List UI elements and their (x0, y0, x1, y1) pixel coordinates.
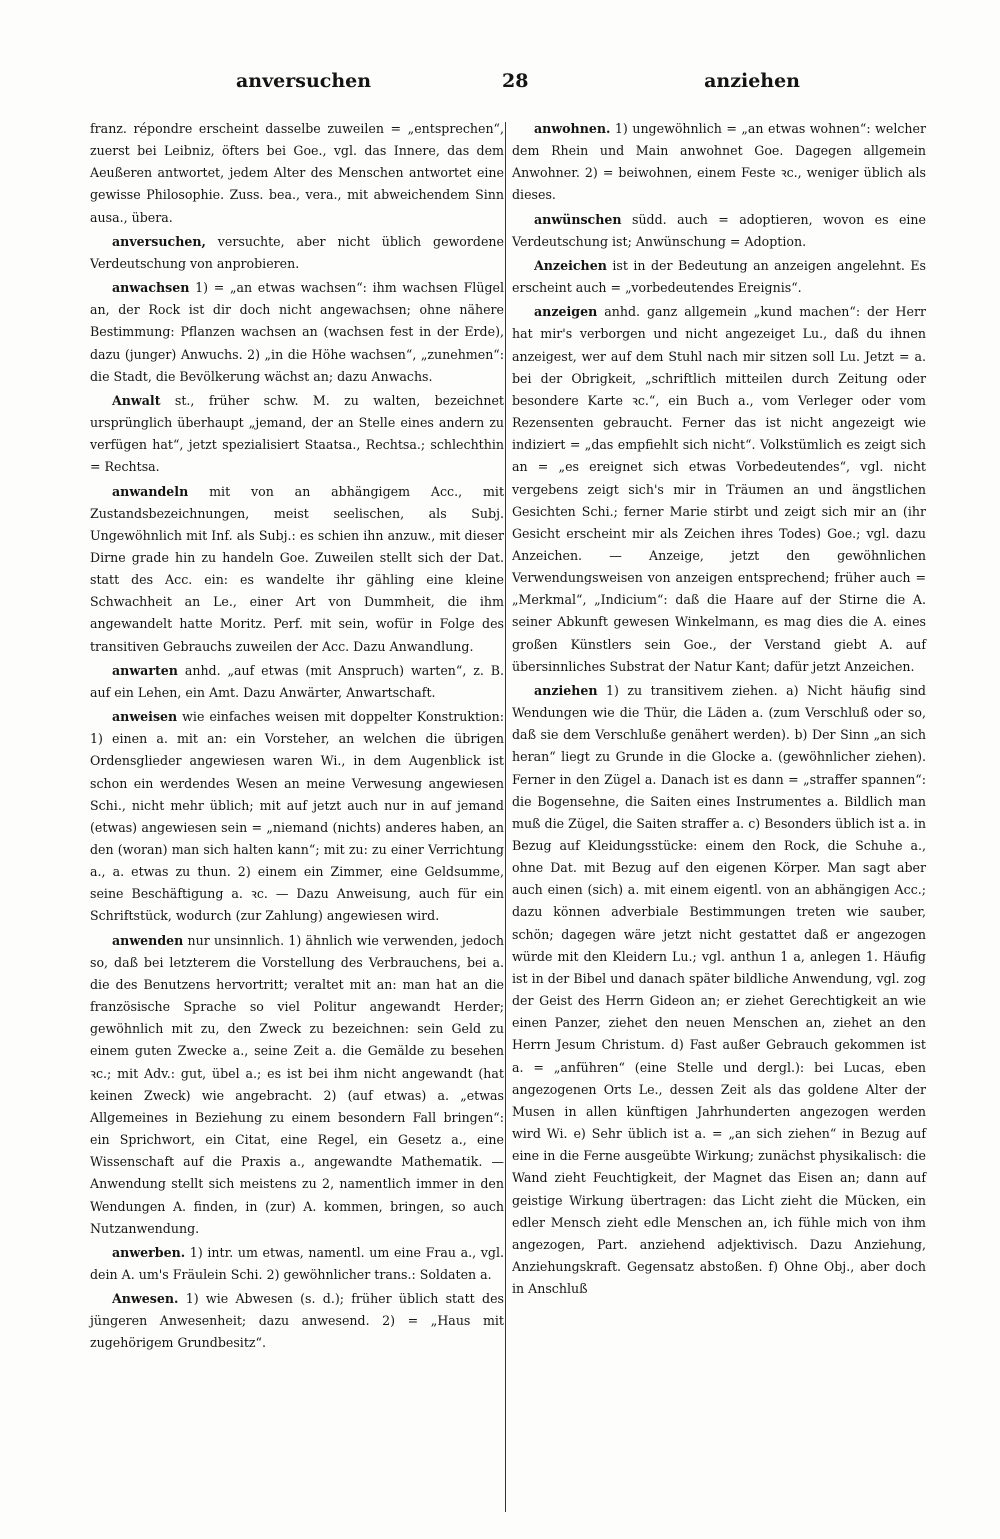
dictionary-entry (90, 660, 504, 704)
dictionary-entry (90, 1288, 504, 1354)
entry-text: 1) = „an etwas wachsen“: ihm wachsen Flügel an, der Rock ist dir doch nicht angewachsen; ohne nähere Bestimmung: Pflanzen wachsen an (wachsen fest in der Erde), dazu (junger) Anwuchs. 2) „in die Höhe wachsen“, „zunehmen“: die Stadt, die Bevölkerung wächst an; dazu Anwachs. (90, 280, 504, 384)
entry-headword: anwenden (112, 932, 184, 948)
entry-headword: anwerben. (112, 1244, 186, 1260)
dictionary-entry (512, 301, 926, 678)
dictionary-entry (90, 706, 504, 928)
entry-text: 1) wie Abwesen (s. d.); früher üblich statt des jüngeren Anwesenheit; dazu anwesend. 2) = „Haus mit zugehörigem Grundbesitz“. (90, 1291, 504, 1351)
entry-text: nur unsinnlich. 1) ähnlich wie verwenden, jedoch so, daß bei letzterem die Vorstellung des Verbrauchens, bei a. die des Benutzens hervortritt; veraltet mit an: man hat an die französische Sprache so viel Politur angewandt Herder; gewöhnlich mit zu, den Zweck zu bezeichnen: sein Geld zu einem guten Zwecke a., seine Zeit a. die Gemälde zu besehen ꝛc.; mit Adv.: gut, übel a.; es ist bei ihm nicht angewandt (hat keinen Zweck) wie angebracht. 2) (auf etwas) a. „etwas Allgemeines in Beziehung zu einem besondern Fall bringen“: ein Sprichwort, ein Citat, eine Regel, ein Gesetz a., eine Wissenschaft auf die Praxis a., angewandte Mathematik. — Anwendung stellt sich meistens zu 2, namentlich immer in den Wendungen A. finden, in (zur) A. kommen, bringen, so auch Nutzanwendung. (90, 932, 504, 1236)
entry-headword: anweisen (112, 709, 178, 725)
entry-headword: anziehen (534, 682, 598, 698)
entry-text: versuchte, aber nicht üblich gewordene Verdeutschung von anprobieren. (90, 233, 504, 271)
dictionary-entry (90, 118, 504, 229)
right-column (512, 118, 926, 1302)
entry-text: ist in der Bedeutung an anzeigen angelehnt. Es erscheint auch = „vorbedeutendes Ereignis“. (512, 257, 926, 296)
entry-text: anhd. ganz allgemein „kund machen“: der Herr hat mir's verborgen und nicht angezeiget Lu., daß du ihnen anzeigest, wer auf dem Stuhl nach mir sitzen soll Lu. Jetzt = a. bei der Obrigkeit, „schriftlich mitteilen durch Zeitung oder besondere Karte ꝛc.“, ein Buch a., vom Verleger oder vom Rezensenten gebraucht. Ferner das ist nicht angezeigt wie indiziert = „das empfiehlt sich nicht“. Volkstümlich es zeigt sich an = „es ereignet sich etwas Vorbedeutendes“, vgl. nicht vergebens zeigt sich's mir in Träumen an und ängstlichen Gesichten Schi.; ferner Marie stirbt und zeigt sich mir an (ihr Gesicht erscheint mir als Zeichen ihres Todes) Goe.; vgl. dazu Anzeichen. — Anzeige, jetzt den gewöhnlichen Verwendungsweisen von anzeigen entsprechend; früher auch = „Merkmal“, „Indicium“: daß die Haare auf der Stirne die A. seiner Abkunft gewesen Winkelmann, es mag dies die A. eines großen Künstlers sein Goe., der Verstand giebt A. auf übersinnliches Substrat der Natur Kant; dafür jetzt Anzeichen. (512, 304, 926, 674)
dictionary-entry (90, 231, 504, 275)
entry-text: 1) intr. um etwas, namentl. um eine Frau a., vgl. dein A. um's Fräulein Schi. 2) gewöhnlicher trans.: Soldaten a. (90, 1244, 504, 1282)
entry-headword: anzeigen (534, 304, 598, 320)
dictionary-entry (90, 930, 504, 1240)
entry-text: st., früher schw. M. zu walten, bezeichnet ursprünglich überhaupt „jemand, der an Stelle eines andern zu verfügen hat“, jetzt spezialisiert Staatsa., Rechtsa.; schlechthin = Rechtsa. (90, 392, 504, 475)
entry-headword: Anzeichen (534, 257, 607, 273)
entry-text: wie einfaches weisen mit doppelter Konstruktion: 1) einen a. mit an: ein Vorsteher, an welchen die übrigen Ordensglieder angewiesen waren Wi., in dem Augenblick ist schon ein werdendes Wesen an meine Verwesung angewiesen Schi., nicht mehr üblich; mit auf jetzt auch nur in auf jemand (etwas) angewiesen sein = „niemand (nichts) anderes haben, an den (woran) man sich halten kann“; mit zu: zu einer Verrichtung a., a. etwas zu thun. 2) einem ein Zimmer, eine Geldsumme, seine Beschäftigung a. ꝛc. — Dazu Anweisung, auch für ein Schriftstück, wodurch (zur Zahlung) angewiesen wird. (90, 709, 504, 924)
dictionary-entry (90, 1242, 504, 1286)
page-number: 28 (502, 70, 529, 92)
entry-headword: anversuchen, (112, 233, 206, 249)
entry-text: 1) ungewöhnlich = „an etwas wohnen“: welcher dem Rhein und Main anwohnet Goe. Dagegen allgemein Anwohner. 2) = beiwohnen, einem Feste ꝛc., weniger üblich als dieses. (512, 121, 926, 203)
entry-headword: Anwalt (112, 392, 161, 408)
dictionary-entry (512, 118, 926, 207)
entry-text: anhd. „auf etwas (mit Anspruch) warten“, z. B. auf ein Lehen, ein Amt. Dazu Anwärter, Anwartschaft. (90, 662, 504, 700)
dictionary-entry (90, 481, 504, 658)
left-column (90, 118, 504, 1357)
column-divider (505, 122, 506, 1512)
running-header (100, 70, 900, 106)
dictionary-entry (512, 209, 926, 253)
dictionary-entry (512, 255, 926, 299)
dictionary-entry (90, 277, 504, 388)
entry-text: südd. auch = adoptieren, wovon es eine Verdeutschung ist; Anwünschung = Adoption. (512, 211, 926, 249)
entry-text: franz. répondre erscheint dasselbe zuweilen = „entsprechen“, zuerst bei Leibniz, öfters bei Goe., vgl. das Innere, das dem Aeußeren antwortet, jedem Alter des Menschen antwortet eine gewisse Philosophie. Zuss. bea., vera., mit abweichendem Sinn ausa., übera. (90, 121, 504, 225)
header-left-headword: anversuchen (236, 70, 372, 92)
entry-text: 1) zu transitivem ziehen. a) Nicht häufig sind Wendungen wie die Thür, die Läden a. (zum Verschluß oder so, daß sie dem Verschluße genähert werden). b) Der Sinn „an sich heran“ liegt zu Grunde in die Glocke a. (gewöhnlicher ziehen). Ferner in den Zügel a. Danach ist es dann = „straffer spannen“: die Bogensehne, die Saiten eines Instrumentes a. Bildlich man muß die Zügel, die Saiten straffer a. c) Besonders üblich ist a. in Bezug auf Kleidungsstücke: einem den Rock, die Schuhe a., ohne Dat. mit Bezug auf den eigenen Körper. Man sagt aber auch einen (sich) a. mit einem eigentl. von an abhängigen Acc.; dazu können adverbiale Bestimmungen treten wie sauber, schön; dagegen wäre jetzt nicht gestattet daß er angezogen würde mit den Kleidern Lu.; vgl. anthun 1 a, anlegen 1. Häufig ist in der Bibel und danach später bildliche Anwendung, vgl. zog der Geist des Herrn Gideon an; er ziehet Gerechtigkeit an wie einen Panzer, ziehet den neuen Menschen an, ziehet an den Herrn Jesum Christum. d) Fast außer Gebrauch gekommen ist a. = „anführen“ (eine Stelle und dergl.): bei Lucas, eben angezogenen Orts Le., dessen Zeit als das goldene Alter der Musen in allen künftigen Jahrhunderten angezogen werden wird Wi. e) Sehr üblich ist a. = „an sich ziehen“ in Bezug auf eine in die Ferne ausgeübte Wirkung; zunächst physikalisch: die Wand zieht Feuchtigkeit, der Magnet das Eisen an; dann auf geistige Wirkung übertragen: das Licht zieht die Mücken, ein edler Mensch zieht edle Menschen an, ich fühle mich von ihm angezogen, Part. anziehend adjektivisch. Dazu Anziehung, Anziehungskraft. Gegensatz abstoßen. f) Ohne Obj., aber doch in Anschluß (512, 682, 926, 1297)
dictionary-entry (90, 390, 504, 479)
entry-headword: anwohnen. (534, 121, 611, 136)
entry-headword: Anwesen. (112, 1291, 179, 1307)
entry-headword: anwünschen (534, 211, 622, 227)
entry-headword: anwandeln (112, 483, 189, 499)
entry-text: mit von an abhängigem Acc., mit Zustandsbezeichnungen, meist seelischen, als Subj. Ungewöhnlich mit Inf. als Subj.: es schien ihn anzuw., mit dieser Dirne grade hin zu handeln Goe. Zuweilen stellt sich der Dat. statt des Acc. ein: es wandelte ihr gähling eine kleine Schwachheit an Le., einer Art von Dummheit, die ihm angewandelt hatte Moritz. Perf. mit sein, wofür in Folge des transitiven Gebrauchs zuweilen der Acc. Dazu Anwandlung. (90, 483, 504, 654)
header-right-headword: anziehen (704, 70, 800, 92)
entry-headword: anwachsen (112, 280, 190, 296)
entry-headword: anwarten (112, 662, 178, 678)
dictionary-entry (512, 680, 926, 1300)
